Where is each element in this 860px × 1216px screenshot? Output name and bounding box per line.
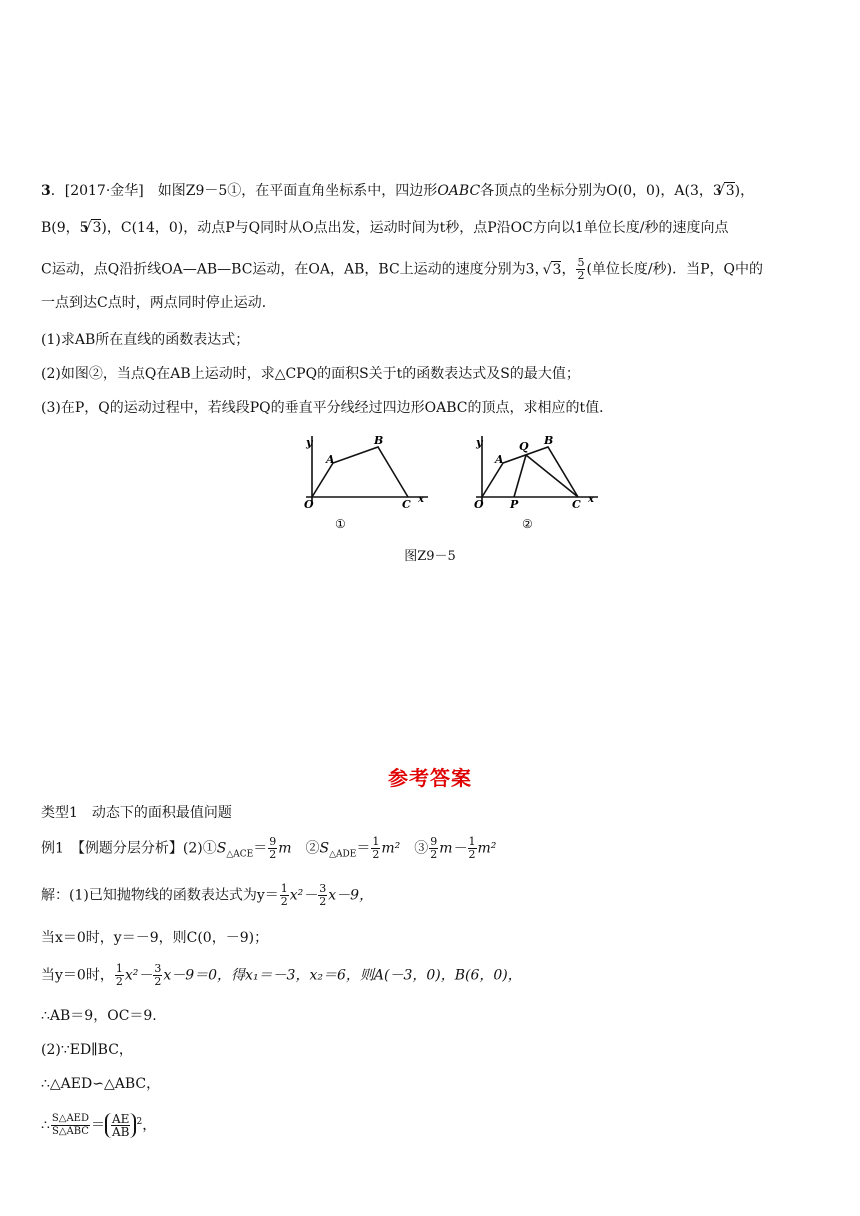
point-label-c: C — [572, 498, 581, 511]
problem-line-1: 3．[2017·金华] 如图Z9－5①，在平面直角坐标系中，四边形OABC各顶点的坐标分别为O(0，0)，A(3，3√ 3)， — [41, 181, 754, 201]
axis-label-x: x — [588, 494, 594, 505]
fraction: $\frac{3}{2}$ — [154, 962, 162, 988]
solution-line-4: ∴AB＝9，OC＝9. — [41, 1008, 157, 1024]
problem-text: C运动，点Q沿折线OA—AB—BC运动，在OA，AB，BC上运动的速度分别为3， — [41, 261, 549, 278]
squared-ratio: $\frac{AE}{AB}$ — [105, 1113, 136, 1138]
point-label-p: P — [510, 498, 519, 511]
problem-text: O(0，0)，A(3，3 — [606, 183, 722, 199]
question-3: (3)在P，Q的运动过程中，若线段PQ的垂直平分线经过四边形OABC的顶点，求相应的t值． — [41, 400, 614, 416]
type-line: 类型1 动态下的面积最值问题 — [41, 805, 232, 821]
problem-line-4: 一点到达C点时，两点同时停止运动． — [41, 295, 276, 311]
fraction: $\frac{1}{2}$ — [468, 835, 476, 861]
problem-line-3 — [41, 257, 763, 282]
question-2: (2)如图②，当点Q在AB上运动时，求△CPQ的面积S关于t的函数表达式及S的最大值； — [41, 366, 580, 382]
solution-line-7: ∴ $\frac{\text{S△AED}}{\text{S△ABC}}$ ＝ $\frac{AE}{AB}$ $^2$， — [41, 1112, 157, 1140]
problem-line-2 — [41, 218, 728, 238]
problem-text: 如图Z9－5①，在平面直角坐标系中，四边形 — [157, 183, 438, 199]
point-label-b: B — [374, 434, 384, 447]
sqrt-value: √ 3 — [551, 261, 562, 278]
point-label-o: O — [304, 498, 314, 511]
point-label-b: B — [544, 434, 554, 447]
sqrt-value: √ 3 — [724, 182, 735, 199]
problem-text: B(9，5 — [41, 220, 89, 236]
figure-caption: 图Z9－5 — [404, 549, 456, 564]
problem-text: OABC — [437, 183, 481, 199]
figure-number-1: ① — [335, 517, 346, 531]
figure-number-2: ② — [522, 517, 533, 531]
answers-heading: 参考答案 — [388, 766, 472, 790]
example-1-line: 例1 【例题分层分析】$(2)①S_{\triangle ACE}=$ $\frac{9}{2}$ m $②S_{\triangle ADE}=$ $\frac{1}{2}$ m² ③ $\frac{9}{2}$ m－ $\frac{1}{2}$ m² — [41, 835, 497, 861]
fraction: $\frac{1}{2}$ — [115, 962, 123, 988]
problem-number: 3 — [41, 183, 51, 199]
problem-text: )，C(14，0)，动点P与Q同时从O点出发，运动时间为t秒，点P沿OC方向以1单位长度/秒的速度向点 — [101, 220, 729, 236]
solution-line-6: ∴△AED∽△ABC， — [41, 1076, 161, 1092]
fraction: $\frac{3}{2}$ — [319, 882, 327, 908]
point-label-o: O — [474, 498, 484, 511]
problem-text: (单位长度/秒)．当P，Q中的 — [586, 261, 763, 278]
solution-line-3: 当y＝0时， $\frac{1}{2}$ x²－ $\frac{3}{2}$ x－9＝0，得x₁＝－3，x₂＝6，则A(－3，0)，B(6，0)， — [41, 962, 522, 988]
fraction: $\frac{1}{2}$ — [372, 835, 380, 861]
fraction: $\frac{\text{S△AED}}{\text{S△ABC}}$ — [51, 1113, 90, 1138]
solution-line-5: (2)∵ED∥BC， — [41, 1042, 133, 1058]
axis-label-x: x — [418, 494, 424, 505]
fraction: $\frac{9}{2}$ — [269, 835, 277, 861]
answer-text: 例1 【例题分层分析】(2)① — [41, 840, 217, 857]
problem-text: )， — [734, 183, 755, 199]
point-label-a: A — [495, 453, 504, 466]
fraction: $\frac{9}{2}$ — [430, 835, 438, 861]
solution-line-2: 当x＝0时，y＝－9，则C(0，－9)； — [41, 930, 269, 946]
point-label-q: Q — [519, 440, 529, 453]
problem-source: [2017·金华] — [64, 183, 144, 199]
question-1: (1)求AB所在直线的函数表达式； — [41, 332, 250, 348]
problem-text: ， — [561, 261, 576, 278]
segment-pq — [514, 455, 526, 497]
figure-2 — [462, 430, 602, 535]
axis-label-y: y — [476, 436, 483, 449]
figure-1 — [290, 430, 430, 535]
problem-text: 各顶点的坐标分别为 — [480, 183, 607, 199]
point-label-a: A — [326, 453, 335, 466]
axis-label-y: y — [306, 436, 313, 449]
solution-line-1: 解：(1)已知抛物线的函数表达式为y＝ $\frac{1}{2}$ x²－ $\frac{3}{2}$ x－9， — [41, 882, 374, 908]
segment-qc — [526, 455, 578, 497]
fraction: $\frac{1}{2}$ — [280, 882, 288, 908]
fraction: $\frac{5}{2}$ — [577, 256, 585, 282]
sqrt-value: √ 3 — [91, 219, 102, 236]
point-label-c: C — [402, 498, 411, 511]
